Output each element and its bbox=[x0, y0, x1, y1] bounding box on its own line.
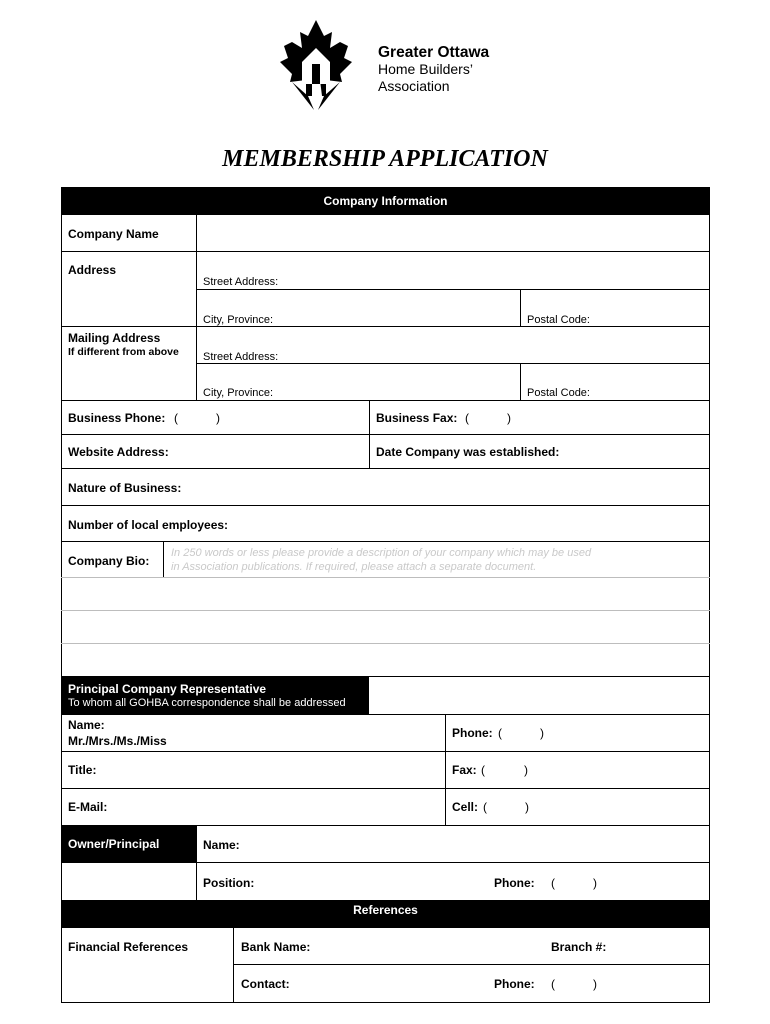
principal-rep-title: Principal Company Representative bbox=[68, 682, 267, 696]
org-line-2: Home Builders’ bbox=[378, 61, 473, 77]
mailing-address-label: Mailing Address bbox=[68, 331, 161, 345]
rep-title-label: Title: bbox=[68, 763, 97, 777]
company-bio-label: Company Bio: bbox=[68, 554, 150, 568]
form-border-bottom bbox=[61, 1002, 710, 1003]
maple-leaf-house-icon bbox=[280, 20, 352, 110]
bio-hint-line-1: In 250 words or less please provide a description of your company which may be used bbox=[171, 547, 592, 559]
owner-name-label: Name: bbox=[203, 838, 240, 852]
reference-phone-paren-close: ) bbox=[593, 977, 597, 991]
divider-v bbox=[163, 541, 164, 577]
company-name-input[interactable] bbox=[197, 216, 709, 251]
principal-rep-header bbox=[61, 677, 369, 714]
mailing-postal-label: Postal Code: bbox=[527, 387, 590, 399]
divider-h bbox=[61, 541, 710, 542]
reference-phone-input[interactable] bbox=[557, 965, 709, 1001]
reference-phone-paren-open: ( bbox=[551, 977, 555, 991]
company-info-title: Company Information bbox=[323, 194, 448, 208]
bank-name-label: Bank Name: bbox=[241, 940, 311, 954]
bio-line bbox=[61, 610, 710, 611]
rep-cell-paren-close: ) bbox=[525, 800, 529, 814]
business-fax-paren-open: ( bbox=[465, 411, 469, 425]
nature-of-business-label: Nature of Business: bbox=[68, 481, 182, 495]
owner-phone-label: Phone: bbox=[494, 876, 535, 890]
bio-line bbox=[61, 577, 710, 578]
branch-input[interactable] bbox=[612, 929, 709, 964]
mailing-city-input[interactable] bbox=[197, 364, 519, 400]
reference-phone-label: Phone: bbox=[494, 977, 535, 991]
owner-phone-paren-close: ) bbox=[593, 876, 597, 890]
rep-phone-input[interactable] bbox=[504, 715, 709, 751]
city-province-input[interactable] bbox=[197, 290, 519, 326]
rep-cell-input[interactable] bbox=[489, 789, 709, 825]
street-address-label: Street Address: bbox=[203, 276, 279, 288]
rep-phone-paren-open: ( bbox=[498, 726, 502, 740]
rep-honorific-label: Mr./Mrs./Ms./Miss bbox=[68, 734, 167, 748]
rep-phone-label: Phone: bbox=[452, 726, 493, 740]
postal-code-label: Postal Code: bbox=[527, 314, 590, 326]
rep-fax-label: Fax: bbox=[452, 763, 477, 777]
mailing-postal-input[interactable] bbox=[521, 364, 709, 400]
owner-principal-header bbox=[61, 826, 196, 862]
branch-label: Branch #: bbox=[551, 940, 607, 954]
owner-name-input[interactable] bbox=[245, 826, 709, 862]
mailing-address-note: If different from above bbox=[68, 346, 179, 358]
bio-line bbox=[61, 643, 710, 644]
business-phone-paren-open: ( bbox=[174, 411, 178, 425]
references-title: References bbox=[353, 903, 418, 917]
rep-fax-paren-open: ( bbox=[481, 763, 485, 777]
local-employees-label: Number of local employees: bbox=[68, 518, 229, 532]
org-line-1: Greater Ottawa bbox=[378, 44, 490, 61]
rep-fax-paren-close: ) bbox=[524, 763, 528, 777]
owner-phone-input[interactable] bbox=[557, 863, 709, 900]
address-label: Address bbox=[68, 263, 117, 277]
form-title: MEMBERSHIP APPLICATION bbox=[222, 146, 548, 172]
postal-code-input[interactable] bbox=[521, 290, 709, 326]
date-established-label: Date Company was established: bbox=[376, 445, 560, 459]
rep-name-label: Name: bbox=[68, 718, 105, 732]
mailing-city-label: City, Province: bbox=[203, 387, 274, 399]
business-fax-label: Business Fax: bbox=[376, 411, 458, 425]
divider-v bbox=[445, 714, 446, 826]
mailing-street-input[interactable] bbox=[197, 327, 709, 363]
date-established-input[interactable] bbox=[575, 435, 709, 468]
owner-position-input[interactable] bbox=[262, 863, 490, 900]
rep-fax-input[interactable] bbox=[487, 752, 709, 788]
company-name-label: Company Name bbox=[68, 227, 159, 241]
rep-name-input[interactable] bbox=[180, 715, 445, 751]
bank-name-input[interactable] bbox=[318, 929, 546, 964]
rep-cell-label: Cell: bbox=[452, 800, 479, 814]
company-bio-input[interactable] bbox=[62, 578, 709, 676]
org-line-3: Association bbox=[378, 78, 450, 94]
street-address-input[interactable] bbox=[197, 252, 709, 289]
references-header bbox=[61, 900, 710, 928]
owner-position-label: Position: bbox=[203, 876, 255, 890]
owner-phone-paren-open: ( bbox=[551, 876, 555, 890]
rep-cell-paren-open: ( bbox=[483, 800, 487, 814]
org-name bbox=[378, 44, 489, 95]
local-employees-input[interactable] bbox=[240, 506, 709, 541]
business-phone-label: Business Phone: bbox=[68, 411, 166, 425]
city-province-label: City, Province: bbox=[203, 314, 274, 326]
contact-label: Contact: bbox=[241, 977, 290, 991]
owner-principal-label: Owner/Principal bbox=[68, 837, 160, 851]
business-fax-input[interactable] bbox=[470, 401, 709, 434]
website-input[interactable] bbox=[180, 435, 368, 468]
principal-rep-subtitle: To whom all GOHBA correspondence shall be addressed bbox=[68, 697, 346, 709]
website-label: Website Address: bbox=[68, 445, 169, 459]
divider-v bbox=[196, 826, 197, 900]
mailing-street-label: Street Address: bbox=[203, 351, 279, 363]
contact-input[interactable] bbox=[295, 965, 490, 1001]
nature-of-business-input[interactable] bbox=[192, 469, 709, 505]
company-info-header bbox=[61, 187, 710, 215]
financial-references-label: Financial References bbox=[68, 940, 189, 954]
divider-v bbox=[233, 928, 234, 1002]
business-phone-paren-close: ) bbox=[216, 411, 220, 425]
business-phone-input[interactable] bbox=[180, 401, 368, 434]
rep-title-input[interactable] bbox=[105, 752, 445, 788]
business-fax-paren-close: ) bbox=[507, 411, 511, 425]
rep-email-input[interactable] bbox=[115, 789, 445, 825]
form-border-right bbox=[709, 215, 710, 1002]
rep-email-label: E-Mail: bbox=[68, 800, 108, 814]
rep-phone-paren-close: ) bbox=[540, 726, 544, 740]
bio-hint-line-2: in Association publications. If required, please attach a separate document. bbox=[171, 561, 537, 573]
